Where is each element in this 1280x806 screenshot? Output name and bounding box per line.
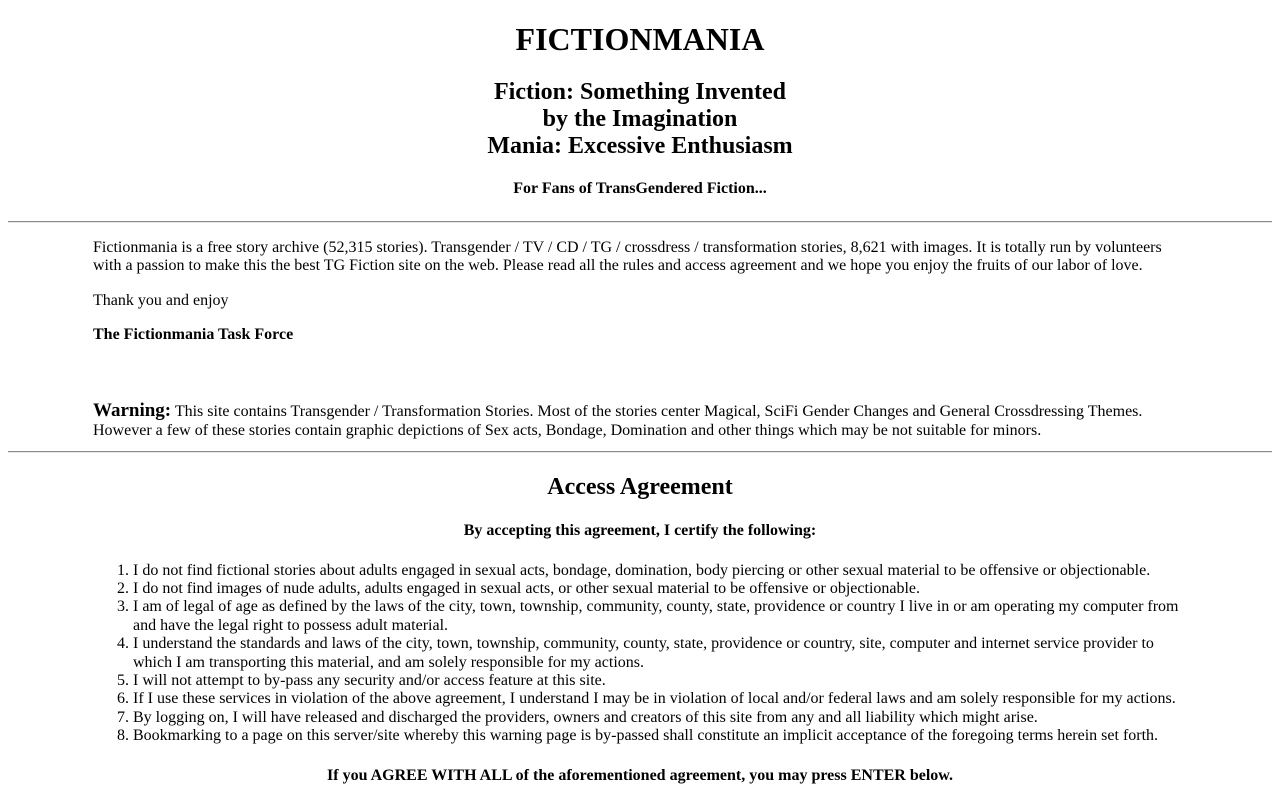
- enter-instruction-line: If you AGREE WITH ALL of the aforementioned agreement, you may press ENTER below.: [327, 766, 953, 784]
- agreement-item: 4. I understand the standards and laws of the city, town, township, community, county, state, providence or country, site, computer and internet service provider to which I am transporting this material, and am solely responsible for my actions.: [133, 635, 1187, 672]
- intro-paragraph: Fictionmania is a free story archive (52,315 stories). Transgender / TV / CD / TG / crossdress / transformation stories, 8,621 with images. It is totally run by volunteers with a passion to make this the best TG Fiction site on the web. Please read all the rules and access agreement and we hope you enjoy the fruits of our labor of love.: [93, 238, 1162, 275]
- site-subtitle: [8, 79, 1272, 160]
- warning-label: Warning:: [93, 400, 172, 422]
- intro-section: [93, 239, 1187, 441]
- agreement-section: [93, 562, 1187, 746]
- signature-line: The Fictionmania Task Force: [93, 325, 294, 343]
- agreement-item: 2. I do not find images of nude adults, adults engaged in sexual acts, or other sexual material to be offensive or objectionable.: [133, 580, 1187, 598]
- agreement-list: [93, 562, 1187, 746]
- top-divider: [8, 221, 1272, 223]
- agreement-item: 8. Bookmarking to a page on this server/site whereby this warning page is by-passed shall constitute an implicit acceptance of the foregoing terms herein set forth.: [133, 727, 1187, 745]
- subtitle-line-1: Fiction: Something Invented: [493, 78, 786, 105]
- warning-paragraph: [93, 400, 1187, 440]
- certify-line: By accepting this agreement, I certify the following:: [463, 522, 817, 540]
- agreement-item: 7. By logging on, I will have released and discharged the providers, owners and creators of this site from any and all liability which might arise.: [133, 709, 1187, 727]
- warning-text: This site contains Transgender / Transformation Stories. Most of the stories center Magical, SciFi Gender Changes and General Crossdressing Themes. However a few of these stories contain graphic depictions of Sex acts, Bondage, Domination and other things which may be not suitable for minors.: [93, 403, 1143, 440]
- subtitle-line-2: by the Imagination: [542, 105, 738, 132]
- site-tagline: For Fans of TransGendered Fiction...: [513, 180, 767, 198]
- agreement-item: 5. I will not attempt to by-pass any security and/or access feature at this site.: [133, 672, 1187, 690]
- access-agreement-heading: Access Agreement: [547, 473, 733, 500]
- agreement-item: 1. I do not find fictional stories about adults engaged in sexual acts, bondage, domination, body piercing or other sexual material to be offensive or objectionable.: [133, 562, 1187, 580]
- agreement-item: 3. I am of legal of age as defined by the laws of the city, town, township, community, county, state, providence or country I live in or am operating my computer from and have the legal right to possess adult material.: [133, 598, 1187, 635]
- agreement-item: 6. If I use these services in violation of the above agreement, I understand I may be in violation of local and/or federal laws and am solely responsible for my actions.: [133, 690, 1187, 708]
- subtitle-line-3: Mania: Excessive Enthusiasm: [487, 132, 793, 159]
- fictionmania-page: [8, 21, 1272, 785]
- site-title: FICTIONMANIA: [515, 21, 765, 57]
- thanks-line: Thank you and enjoy: [93, 291, 229, 309]
- middle-divider: [8, 451, 1272, 453]
